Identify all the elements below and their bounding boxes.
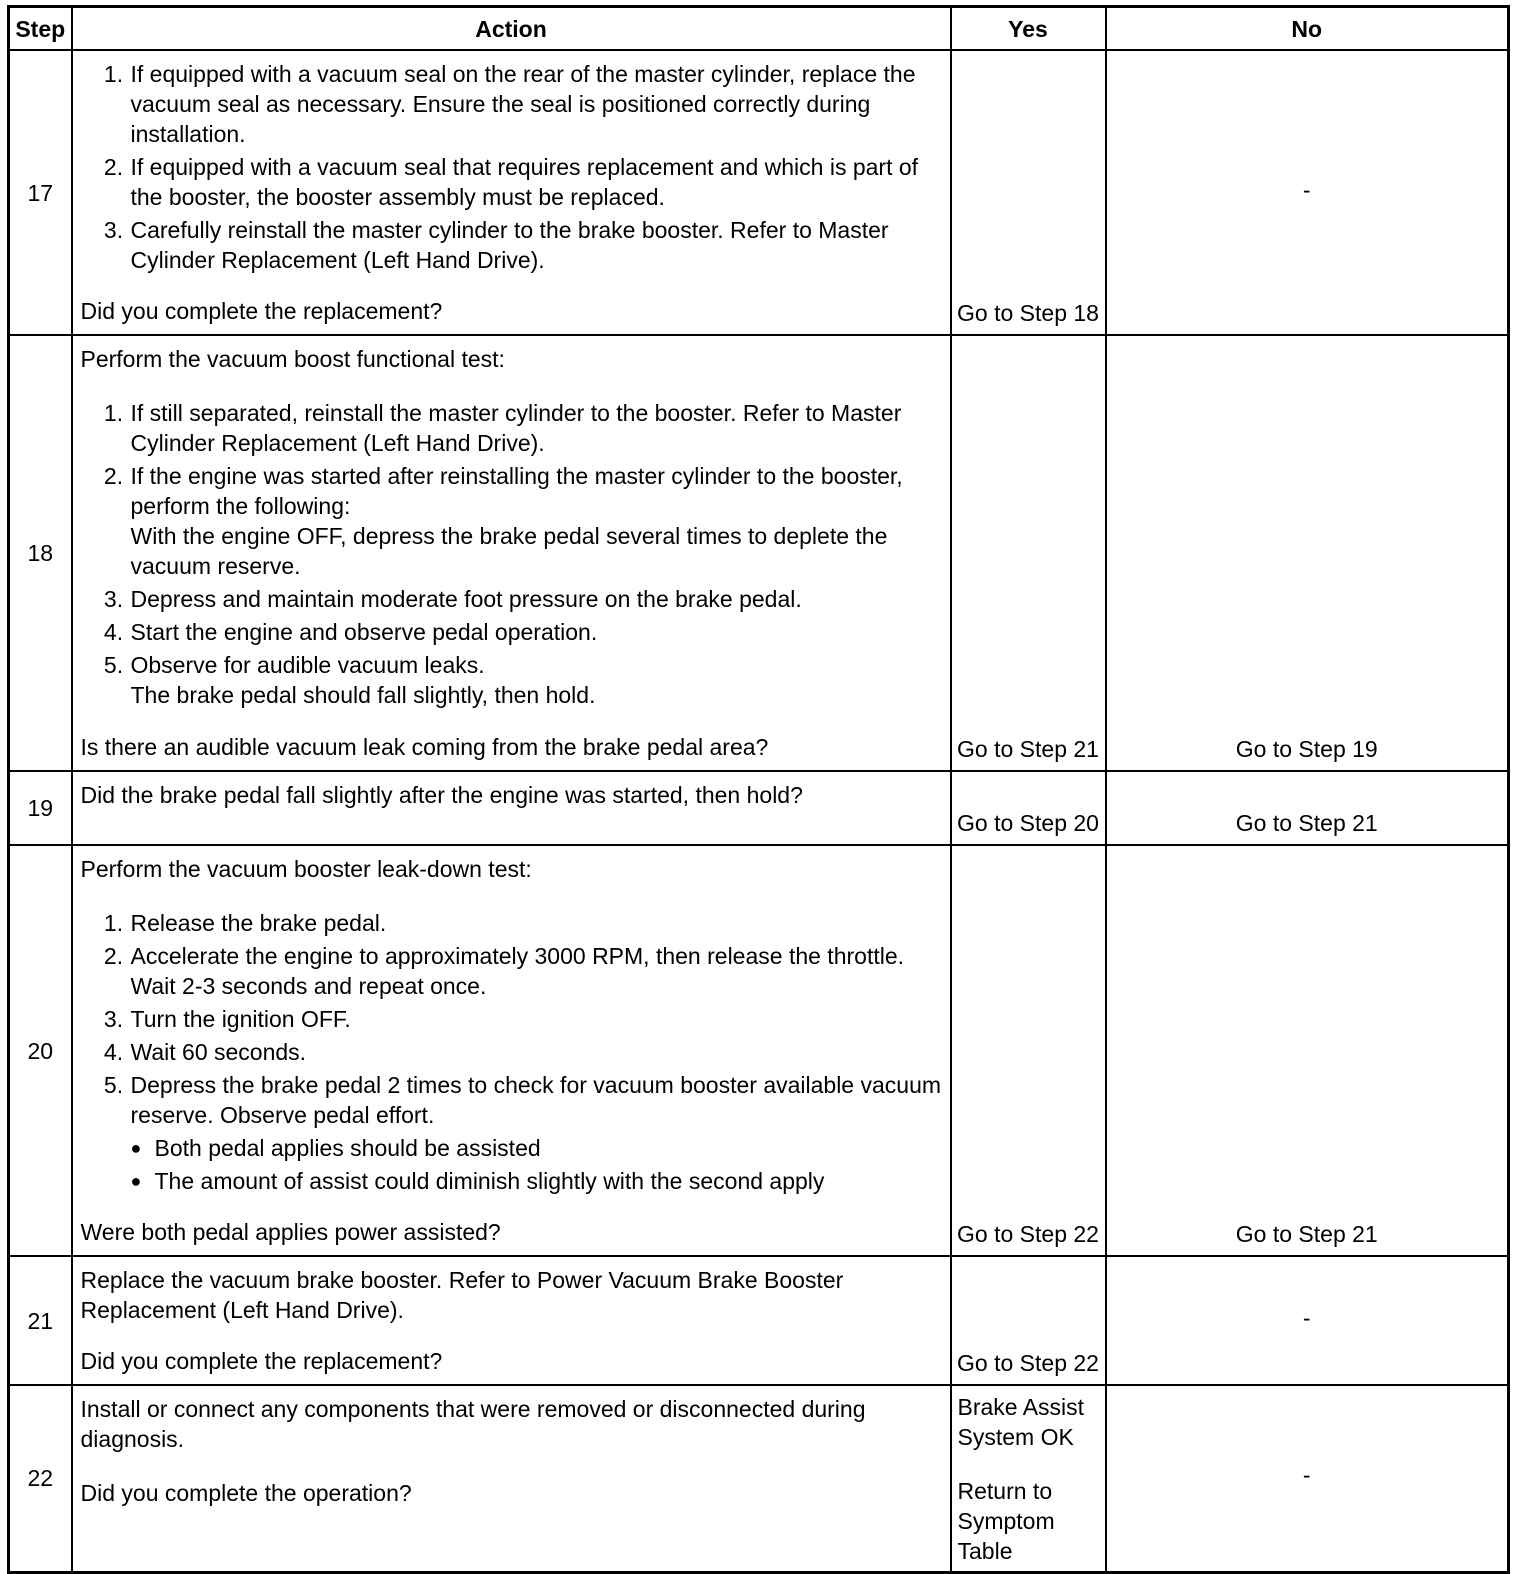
- yes-cell: [951, 1256, 1106, 1385]
- no-result: -: [1302, 1304, 1311, 1331]
- action-cell: [72, 771, 951, 845]
- list-item: [130, 461, 942, 581]
- action-intro: Perform the vacuum boost functional test:: [80, 346, 505, 372]
- step-number: 20: [9, 845, 72, 1256]
- no-result: Go to Step 21: [1235, 1221, 1378, 1247]
- yes-cell: [951, 845, 1106, 1256]
- no-cell: [1106, 335, 1509, 771]
- yes-result-secondary: Return to Symptom Table: [957, 1478, 1055, 1564]
- action-cell: [72, 1385, 951, 1572]
- list-item: 4. Start the engine and observe pedal operation.: [130, 617, 942, 647]
- table-row-step-21: [9, 1256, 1509, 1385]
- header-action: Action: [72, 7, 951, 51]
- no-result: Go to Step 19: [1235, 736, 1378, 762]
- yes-cell: [951, 335, 1106, 771]
- action-question: Did the brake pedal fall slightly after the engine was started, then hold?: [80, 782, 803, 808]
- bullet-list: [81, 1133, 942, 1199]
- list-item: [130, 1070, 942, 1130]
- list-item-subtext: With the engine OFF, depress the brake pedal several times to deplete the vacuum reserve.: [130, 523, 888, 579]
- action-question: Were both pedal applies power assisted?: [80, 1219, 501, 1245]
- step-number: 19: [9, 771, 72, 845]
- step-number: 17: [9, 50, 72, 335]
- no-cell: [1106, 1385, 1509, 1572]
- action-intro: Replace the vacuum brake booster. Refer to Power Vacuum Brake Booster Replacement (Left Hand Drive).: [80, 1267, 844, 1323]
- list-item-text: Observe for audible vacuum leaks.: [130, 652, 485, 678]
- list-item: 4. Wait 60 seconds.: [130, 1037, 942, 1067]
- list-item: 3. Depress and maintain moderate foot pressure on the brake pedal.: [130, 584, 942, 614]
- list-item-text: Depress the brake pedal 2 times to check for vacuum booster available vacuum reserve. Observe pedal effort.: [130, 1072, 942, 1128]
- step-number: 22: [9, 1385, 72, 1572]
- table-row-step-19: [9, 771, 1509, 845]
- action-question: Did you complete the replacement?: [80, 1348, 443, 1374]
- action-intro: Perform the vacuum booster leak-down test:: [80, 856, 532, 882]
- bullet-item: ● Both pedal applies should be assisted: [131, 1133, 942, 1163]
- table-row-step-20: [9, 845, 1509, 1256]
- yes-result: Go to Step 18: [957, 300, 1099, 326]
- list-item: 2. Accelerate the engine to approximately 3000 RPM, then release the throttle. Wait 2-3 seconds and repeat once.: [130, 941, 942, 1001]
- no-cell: [1106, 771, 1509, 845]
- header-step: Step: [9, 7, 72, 51]
- no-result: -: [1302, 1462, 1311, 1489]
- list-item: 2. If equipped with a vacuum seal that requires replacement and which is part of the booster, the booster assembly must be replaced.: [130, 152, 942, 212]
- table-row-step-17: [9, 50, 1509, 335]
- action-list: [81, 398, 942, 713]
- no-result: -: [1302, 176, 1311, 203]
- list-item-text: If the engine was started after reinstalling the master cylinder to the booster, perform the following:: [130, 463, 903, 519]
- yes-cell: [951, 771, 1106, 845]
- header-yes: Yes: [951, 7, 1106, 51]
- no-result: Go to Step 21: [1235, 810, 1378, 836]
- yes-cell: [951, 50, 1106, 335]
- bullet-item: ● The amount of assist could diminish slightly with the second apply: [131, 1166, 942, 1196]
- step-number: 21: [9, 1256, 72, 1385]
- header-no: No: [1106, 7, 1509, 51]
- list-item: 3. Turn the ignition OFF.: [130, 1004, 942, 1034]
- list-item: 1. If still separated, reinstall the master cylinder to the booster. Refer to Master Cylinder Replacement (Left Hand Drive).: [130, 398, 942, 458]
- table-row-step-18: [9, 335, 1509, 771]
- action-list: [81, 908, 942, 1133]
- no-cell: [1106, 1256, 1509, 1385]
- action-cell: [72, 50, 951, 335]
- step-number: 18: [9, 335, 72, 771]
- action-question: Is there an audible vacuum leak coming from the brake pedal area?: [80, 734, 769, 760]
- action-intro: Install or connect any components that were removed or disconnected during diagnosis.: [80, 1396, 866, 1452]
- action-list: [81, 59, 942, 278]
- yes-result: Brake Assist System OK: [957, 1394, 1085, 1450]
- diagnostic-table: [7, 5, 1510, 1574]
- action-cell: [72, 335, 951, 771]
- action-question: Did you complete the operation?: [80, 1480, 412, 1506]
- list-item-subtext: The brake pedal should fall slightly, then hold.: [130, 682, 596, 708]
- no-cell: [1106, 50, 1509, 335]
- action-cell: [72, 845, 951, 1256]
- yes-result: Go to Step 22: [957, 1350, 1099, 1376]
- yes-result: Go to Step 21: [957, 736, 1099, 762]
- action-question: Did you complete the replacement?: [80, 298, 443, 324]
- no-cell: [1106, 845, 1509, 1256]
- yes-result: Go to Step 22: [957, 1221, 1099, 1247]
- table-row-step-22: [9, 1385, 1509, 1572]
- list-item: 1. Release the brake pedal.: [130, 908, 942, 938]
- yes-result: Go to Step 20: [957, 810, 1099, 836]
- list-item: [130, 650, 942, 710]
- yes-cell: [951, 1385, 1106, 1572]
- header-row: [9, 7, 1509, 51]
- list-item: 3. Carefully reinstall the master cylinder to the brake booster. Refer to Master Cylinder Replacement (Left Hand Drive).: [130, 215, 942, 275]
- list-item: 1. If equipped with a vacuum seal on the rear of the master cylinder, replace the vacuum seal as necessary. Ensure the seal is positioned correctly during installation.: [130, 59, 942, 149]
- action-cell: [72, 1256, 951, 1385]
